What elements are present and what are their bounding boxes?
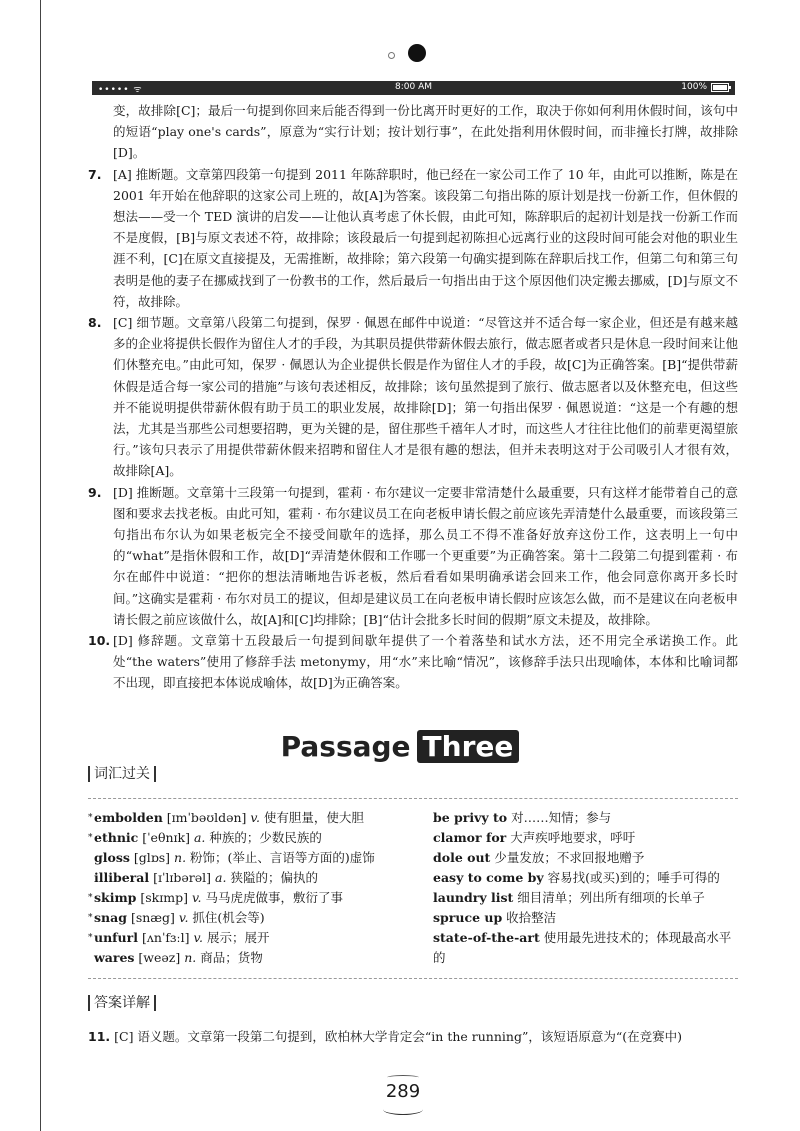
divider bbox=[88, 798, 738, 799]
vocab-entry: * ethnic [ˈeθnɪk] a. 种族的；少数民族的 bbox=[88, 830, 322, 845]
continued-paragraph: 变，故排除[C]；最后一句提到你回来后能否得到一份比离开时更好的工作，取决于你如何利用休假时间，该句中的短语“play one's cards”，原意为“实行计划；按计划行事”，在此处指利用休假时间，而非撞长打牌，故排除[D]。 bbox=[113, 103, 738, 161]
vocab-entry: * embolden [ɪmˈbəʊldən] v. 使有胆量，使大胆 bbox=[88, 810, 364, 825]
passage-word: Passage bbox=[280, 730, 411, 763]
phrase-entry: spruce up 收拾整洁 bbox=[433, 910, 557, 925]
answer-item-7 bbox=[88, 164, 738, 312]
battery-percent: 100% bbox=[681, 82, 707, 92]
signal-icon: ••••• ᯤ bbox=[98, 85, 143, 95]
vocab-entry: gloss [glɒs] n. 粉饰；(举止、言语等方面的)虚饰 bbox=[94, 850, 375, 865]
vocab-column-left bbox=[88, 808, 408, 968]
phrase-entry: dole out 少量发放；不求回报地赠予 bbox=[433, 850, 645, 865]
battery-icon bbox=[711, 83, 729, 92]
answer-item-9 bbox=[88, 482, 738, 630]
battery-indicator bbox=[681, 82, 729, 92]
phrase-entry: be privy to 对……知情；参与 bbox=[433, 810, 612, 825]
phrase-entry: clamor for 大声疾呼地要求，呼吁 bbox=[433, 830, 636, 845]
answer-item-11 bbox=[88, 1027, 738, 1047]
item-number: 10. bbox=[88, 633, 111, 649]
vocab-entry: * skimp [skɪmp] v. 马马虎虎做事，敷衍了事 bbox=[88, 890, 344, 905]
vocab-entry: * unfurl [ʌnˈfɜːl] v. 展示；展开 bbox=[88, 930, 270, 945]
page-number: 289 bbox=[381, 1075, 425, 1115]
item-text: [C] 细节题。文章第八段第二句提到，保罗 · 佩恩在邮件中说道：“尽管这并不适合每一家企业，但还是有越来越多的企业将提供长假作为留住人才的手段，为其职员提供带薪休假去旅行，做志愿者或者只是休息一段时间来让他们休整充电。”由此可知，保罗 · 佩恩认为企业提供长假是作为留住人才的手段，故[C]为正确答案。[B]“提供带薪休假是适合每一家公司的措施”与该句表述相反，故排除；该句虽然提到了旅行、做志愿者以及休整充电，但这些并不能说明提供带薪休假有助于员工的职业发展，故排除[D]；第一句指出保罗 · 佩恩说道：“这是一个有趣的想法，尤其是当那些公司想要招聘，更为关键的是，留住那些千禧年人才时，而这些人才往往比他们的前辈更渴望旅行。”该句只表示了用提供带薪休假来招聘和留住人才是很有趣的想法，但并未表明这对于公司吸引人才很有效，故排除[A]。 bbox=[113, 315, 739, 479]
vocab-section-label: 词汇过关 bbox=[88, 766, 156, 782]
divider bbox=[88, 978, 738, 979]
item-number: 7. bbox=[88, 166, 102, 182]
vocab-entry: wares [weəz] n. 商品；货物 bbox=[94, 950, 263, 965]
item-text: [D] 修辞题。文章第十五段最后一句提到间歇年提供了一个着落垫和试水方法，还不用完全承诺换工作。此处“the waters”使用了修辞手法 metonymy，用“水”来比喻“情况”，该修辞手法只出现喻体，本体和比喻词都不出现，即直接把本体说成喻体，故[D]为正确答案。 bbox=[113, 633, 738, 691]
binding-line bbox=[40, 0, 41, 1131]
camera-dot-icon bbox=[408, 44, 426, 62]
status-bar bbox=[92, 81, 735, 95]
answer-section-label: 答案详解 bbox=[88, 995, 156, 1011]
phrase-entry: laundry list 细目清单；列出所有细项的长单子 bbox=[433, 890, 705, 905]
vocab-entry: illiberal [ɪˈlɪbərəl] a. 狭隘的；偏执的 bbox=[94, 870, 318, 885]
status-time: 8:00 AM bbox=[395, 82, 432, 92]
vocab-entry: * snag [snæg] v. 抓住(机会等) bbox=[88, 910, 265, 925]
passage-number: Three bbox=[417, 730, 520, 763]
vocab-column-right bbox=[433, 808, 738, 968]
answer-item-10 bbox=[88, 630, 738, 694]
item-text: [D] 推断题。文章第十三段第一句提到，霍莉 · 布尔建议一定要非常清楚什么最重要，只有这样才能带着自己的意图和要求去找老板。由此可知，霍莉 · 布尔建议员工在向老板申请长假之前应该先弄清楚什么最重要，而该段第三句指出布尔认为如果老板完全不接受间歇年的选择，那么员工不得不准备好放弃这份工作，这表明上一句中的“what”是指休假和工作，故[D]“弄清楚休假和工作哪一个更重要”为正确答案。第十二段第二句提到霍莉 · 布尔在邮件中说道：“把你的想法清晰地告诉老板，然后看看如果明确承诺会回来工作，他会同意你离开多长时间。”这确实是霍莉 · 布尔对员工的提议，但却是建议员工在向老板申请长假时应该怎么做，而不是建议在向老板申请长假之前应该做什么，故[A]和[C]均排除；[B]“估计会批多长时间的假期”原文未提及，故排除。 bbox=[113, 484, 738, 627]
camera-icon bbox=[388, 52, 395, 59]
answer-explanations bbox=[88, 100, 738, 694]
item-number: 8. bbox=[88, 315, 102, 331]
phrase-entry: state-of-the-art 使用最先进技术的；体现最高水平的 bbox=[433, 930, 732, 965]
item-text: [A] 推断题。文章第四段第一句提到 2011 年陈辞职时，他已经在一家公司工作了 10 年，由此可以推断，陈是在 2001 年开始在他辞职的这家公司上班的，故[A]为答案。该段第二句指出陈的原计划是找一份新工作，但休假的想法——受一个 TED 演讲的启发——让他认真考虑了休长假，由此可知，陈辞职后的起初计划是找一份新工作而不是度假，[B]与原文表述不符，故排除；该段最后一句提到起初陈担心远离行业的这段时间可能会对他的职业生涯不利，[C]在原文直接提及，无需推断，故排除；第六段第一句确实提到陈在辞职后找工作，但第二句和第三句表明是他的妻子在挪威找到了一份教书的工作，然后最后一句指出由于这个原因他们决定搬去挪威，[D]与原文不符，故排除。 bbox=[113, 166, 738, 309]
phrase-entry: easy to come by 容易找(或买)到的；唾手可得的 bbox=[433, 870, 720, 885]
item-text: [C] 语义题。文章第一段第二句提到，欧柏林大学肯定会“in the running”，该短语原意为“(在竞赛中) bbox=[110, 1029, 682, 1044]
item-number: 9. bbox=[88, 484, 102, 500]
answer-item-8 bbox=[88, 312, 738, 482]
item-number: 11. bbox=[88, 1029, 111, 1044]
passage-title bbox=[0, 730, 800, 763]
